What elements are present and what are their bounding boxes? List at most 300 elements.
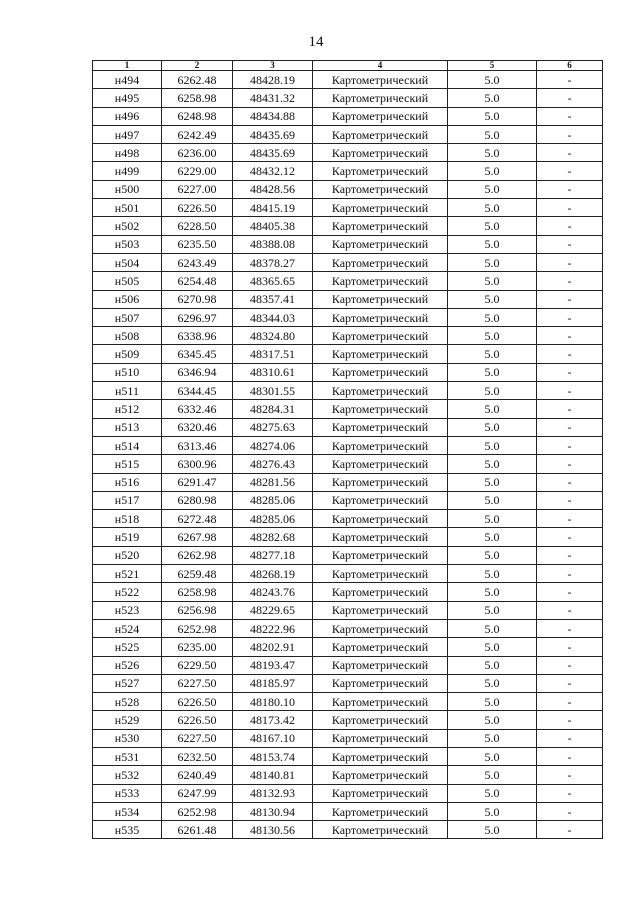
accuracy-cell: 5.0 <box>448 693 537 711</box>
y-coordinate-cell: 48130.94 <box>233 802 313 820</box>
method-cell: Картометрический <box>313 619 448 637</box>
point-id-cell: н495 <box>93 89 162 107</box>
method-cell: Картометрический <box>313 711 448 729</box>
x-coordinate-cell: 6267.98 <box>162 528 233 546</box>
y-coordinate-cell: 48388.08 <box>233 235 313 253</box>
method-cell: Картометрический <box>313 235 448 253</box>
table-row <box>93 125 603 143</box>
method-cell: Картометрический <box>313 253 448 271</box>
point-id-cell: н533 <box>93 784 162 802</box>
point-id-cell: н505 <box>93 272 162 290</box>
point-id-cell: н518 <box>93 510 162 528</box>
table-row <box>93 89 603 107</box>
point-id-cell: н531 <box>93 747 162 765</box>
table-row <box>93 528 603 546</box>
note-cell: - <box>537 766 603 784</box>
point-id-cell: н526 <box>93 656 162 674</box>
note-cell: - <box>537 89 603 107</box>
x-coordinate-cell: 6236.00 <box>162 144 233 162</box>
method-cell: Картометрический <box>313 382 448 400</box>
x-coordinate-cell: 6258.98 <box>162 583 233 601</box>
table-row <box>93 162 603 180</box>
x-coordinate-cell: 6320.46 <box>162 418 233 436</box>
accuracy-cell: 5.0 <box>448 455 537 473</box>
method-cell: Картометрический <box>313 144 448 162</box>
y-coordinate-cell: 48193.47 <box>233 656 313 674</box>
point-id-cell: н508 <box>93 327 162 345</box>
point-id-cell: н530 <box>93 729 162 747</box>
accuracy-cell: 5.0 <box>448 711 537 729</box>
x-coordinate-cell: 6226.50 <box>162 199 233 217</box>
note-cell: - <box>537 455 603 473</box>
accuracy-cell: 5.0 <box>448 473 537 491</box>
table-row <box>93 436 603 454</box>
point-id-cell: н523 <box>93 601 162 619</box>
point-id-cell: н517 <box>93 491 162 509</box>
table-row <box>93 638 603 656</box>
accuracy-cell: 5.0 <box>448 491 537 509</box>
column-header-6: 6 <box>537 61 603 71</box>
method-cell: Картометрический <box>313 290 448 308</box>
x-coordinate-cell: 6262.48 <box>162 71 233 89</box>
method-cell: Картометрический <box>313 674 448 692</box>
point-id-cell: н529 <box>93 711 162 729</box>
table-row <box>93 656 603 674</box>
accuracy-cell: 5.0 <box>448 546 537 564</box>
x-coordinate-cell: 6226.50 <box>162 711 233 729</box>
y-coordinate-cell: 48324.80 <box>233 327 313 345</box>
accuracy-cell: 5.0 <box>448 272 537 290</box>
method-cell: Картометрический <box>313 747 448 765</box>
x-coordinate-cell: 6227.50 <box>162 729 233 747</box>
note-cell: - <box>537 71 603 89</box>
table-row <box>93 674 603 692</box>
note-cell: - <box>537 784 603 802</box>
note-cell: - <box>537 253 603 271</box>
y-coordinate-cell: 48153.74 <box>233 747 313 765</box>
x-coordinate-cell: 6345.45 <box>162 345 233 363</box>
x-coordinate-cell: 6296.97 <box>162 308 233 326</box>
accuracy-cell: 5.0 <box>448 656 537 674</box>
accuracy-cell: 5.0 <box>448 784 537 802</box>
point-id-cell: н514 <box>93 436 162 454</box>
point-id-cell: н502 <box>93 217 162 235</box>
point-id-cell: н521 <box>93 565 162 583</box>
method-cell: Картометрический <box>313 583 448 601</box>
note-cell: - <box>537 400 603 418</box>
y-coordinate-cell: 48276.43 <box>233 455 313 473</box>
y-coordinate-cell: 48378.27 <box>233 253 313 271</box>
note-cell: - <box>537 217 603 235</box>
accuracy-cell: 5.0 <box>448 162 537 180</box>
x-coordinate-cell: 6228.50 <box>162 217 233 235</box>
note-cell: - <box>537 436 603 454</box>
table-row <box>93 747 603 765</box>
accuracy-cell: 5.0 <box>448 528 537 546</box>
method-cell: Картометрический <box>313 71 448 89</box>
point-id-cell: н509 <box>93 345 162 363</box>
table-row <box>93 821 603 839</box>
method-cell: Картометрический <box>313 601 448 619</box>
table-row <box>93 327 603 345</box>
table-row <box>93 802 603 820</box>
note-cell: - <box>537 308 603 326</box>
table-row <box>93 418 603 436</box>
y-coordinate-cell: 48431.32 <box>233 89 313 107</box>
point-id-cell: н507 <box>93 308 162 326</box>
x-coordinate-cell: 6227.50 <box>162 674 233 692</box>
accuracy-cell: 5.0 <box>448 382 537 400</box>
x-coordinate-cell: 6226.50 <box>162 693 233 711</box>
accuracy-cell: 5.0 <box>448 89 537 107</box>
table-row <box>93 235 603 253</box>
method-cell: Картометрический <box>313 693 448 711</box>
point-id-cell: н535 <box>93 821 162 839</box>
y-coordinate-cell: 48415.19 <box>233 199 313 217</box>
accuracy-cell: 5.0 <box>448 747 537 765</box>
note-cell: - <box>537 491 603 509</box>
table-row <box>93 199 603 217</box>
x-coordinate-cell: 6272.48 <box>162 510 233 528</box>
point-id-cell: н494 <box>93 71 162 89</box>
coordinates-table <box>92 60 603 839</box>
x-coordinate-cell: 6346.94 <box>162 363 233 381</box>
y-coordinate-cell: 48229.65 <box>233 601 313 619</box>
accuracy-cell: 5.0 <box>448 327 537 345</box>
x-coordinate-cell: 6259.48 <box>162 565 233 583</box>
accuracy-cell: 5.0 <box>448 345 537 363</box>
y-coordinate-cell: 48310.61 <box>233 363 313 381</box>
y-coordinate-cell: 48428.19 <box>233 71 313 89</box>
x-coordinate-cell: 6291.47 <box>162 473 233 491</box>
method-cell: Картометрический <box>313 436 448 454</box>
note-cell: - <box>537 125 603 143</box>
method-cell: Картометрический <box>313 199 448 217</box>
note-cell: - <box>537 180 603 198</box>
x-coordinate-cell: 6261.48 <box>162 821 233 839</box>
method-cell: Картометрический <box>313 729 448 747</box>
y-coordinate-cell: 48130.56 <box>233 821 313 839</box>
x-coordinate-cell: 6262.98 <box>162 546 233 564</box>
table-row <box>93 217 603 235</box>
y-coordinate-cell: 48173.42 <box>233 711 313 729</box>
table-row <box>93 272 603 290</box>
table-row <box>93 144 603 162</box>
table-row <box>93 308 603 326</box>
method-cell: Картометрический <box>313 418 448 436</box>
note-cell: - <box>537 107 603 125</box>
method-cell: Картометрический <box>313 766 448 784</box>
method-cell: Картометрический <box>313 802 448 820</box>
table-row <box>93 729 603 747</box>
note-cell: - <box>537 601 603 619</box>
point-id-cell: н506 <box>93 290 162 308</box>
accuracy-cell: 5.0 <box>448 199 537 217</box>
y-coordinate-cell: 48132.93 <box>233 784 313 802</box>
table-row <box>93 601 603 619</box>
x-coordinate-cell: 6227.00 <box>162 180 233 198</box>
accuracy-cell: 5.0 <box>448 601 537 619</box>
x-coordinate-cell: 6300.96 <box>162 455 233 473</box>
y-coordinate-cell: 48243.76 <box>233 583 313 601</box>
method-cell: Картометрический <box>313 272 448 290</box>
method-cell: Картометрический <box>313 473 448 491</box>
point-id-cell: н503 <box>93 235 162 253</box>
method-cell: Картометрический <box>313 162 448 180</box>
y-coordinate-cell: 48434.88 <box>233 107 313 125</box>
y-coordinate-cell: 48180.10 <box>233 693 313 711</box>
table-body <box>93 71 603 839</box>
x-coordinate-cell: 6235.50 <box>162 235 233 253</box>
point-id-cell: н519 <box>93 528 162 546</box>
table-row <box>93 766 603 784</box>
note-cell: - <box>537 418 603 436</box>
accuracy-cell: 5.0 <box>448 107 537 125</box>
accuracy-cell: 5.0 <box>448 144 537 162</box>
x-coordinate-cell: 6258.98 <box>162 89 233 107</box>
column-header-4: 4 <box>313 61 448 71</box>
point-id-cell: н496 <box>93 107 162 125</box>
accuracy-cell: 5.0 <box>448 565 537 583</box>
table-row <box>93 345 603 363</box>
y-coordinate-cell: 48140.81 <box>233 766 313 784</box>
note-cell: - <box>537 619 603 637</box>
y-coordinate-cell: 48274.06 <box>233 436 313 454</box>
y-coordinate-cell: 48432.12 <box>233 162 313 180</box>
method-cell: Картометрический <box>313 400 448 418</box>
method-cell: Картометрический <box>313 656 448 674</box>
method-cell: Картометрический <box>313 180 448 198</box>
note-cell: - <box>537 583 603 601</box>
point-id-cell: н512 <box>93 400 162 418</box>
point-id-cell: н497 <box>93 125 162 143</box>
x-coordinate-cell: 6232.50 <box>162 747 233 765</box>
point-id-cell: н534 <box>93 802 162 820</box>
note-cell: - <box>537 693 603 711</box>
accuracy-cell: 5.0 <box>448 308 537 326</box>
y-coordinate-cell: 48435.69 <box>233 144 313 162</box>
table-row <box>93 290 603 308</box>
y-coordinate-cell: 48282.68 <box>233 528 313 546</box>
point-id-cell: н510 <box>93 363 162 381</box>
note-cell: - <box>537 528 603 546</box>
method-cell: Картометрический <box>313 821 448 839</box>
x-coordinate-cell: 6240.49 <box>162 766 233 784</box>
note-cell: - <box>537 638 603 656</box>
note-cell: - <box>537 656 603 674</box>
x-coordinate-cell: 6256.98 <box>162 601 233 619</box>
method-cell: Картометрический <box>313 565 448 583</box>
y-coordinate-cell: 48275.63 <box>233 418 313 436</box>
table-row <box>93 400 603 418</box>
accuracy-cell: 5.0 <box>448 418 537 436</box>
accuracy-cell: 5.0 <box>448 125 537 143</box>
method-cell: Картометрический <box>313 363 448 381</box>
accuracy-cell: 5.0 <box>448 766 537 784</box>
method-cell: Картометрический <box>313 638 448 656</box>
table-row <box>93 491 603 509</box>
note-cell: - <box>537 510 603 528</box>
table-row <box>93 711 603 729</box>
method-cell: Картометрический <box>313 89 448 107</box>
table-row <box>93 107 603 125</box>
point-id-cell: н524 <box>93 619 162 637</box>
table-row <box>93 565 603 583</box>
note-cell: - <box>537 711 603 729</box>
note-cell: - <box>537 235 603 253</box>
y-coordinate-cell: 48185.97 <box>233 674 313 692</box>
accuracy-cell: 5.0 <box>448 71 537 89</box>
y-coordinate-cell: 48357.41 <box>233 290 313 308</box>
method-cell: Картометрический <box>313 125 448 143</box>
accuracy-cell: 5.0 <box>448 253 537 271</box>
column-header-5: 5 <box>448 61 537 71</box>
point-id-cell: н511 <box>93 382 162 400</box>
note-cell: - <box>537 345 603 363</box>
method-cell: Картометрический <box>313 107 448 125</box>
column-header-2: 2 <box>162 61 233 71</box>
x-coordinate-cell: 6229.50 <box>162 656 233 674</box>
x-coordinate-cell: 6242.49 <box>162 125 233 143</box>
note-cell: - <box>537 546 603 564</box>
point-id-cell: н525 <box>93 638 162 656</box>
y-coordinate-cell: 48284.31 <box>233 400 313 418</box>
note-cell: - <box>537 199 603 217</box>
table-row <box>93 546 603 564</box>
x-coordinate-cell: 6243.49 <box>162 253 233 271</box>
page-number: 14 <box>308 34 324 50</box>
x-coordinate-cell: 6313.46 <box>162 436 233 454</box>
method-cell: Картометрический <box>313 327 448 345</box>
x-coordinate-cell: 6338.96 <box>162 327 233 345</box>
x-coordinate-cell: 6344.45 <box>162 382 233 400</box>
method-cell: Картометрический <box>313 217 448 235</box>
point-id-cell: н504 <box>93 253 162 271</box>
table-row <box>93 455 603 473</box>
note-cell: - <box>537 162 603 180</box>
table-row <box>93 619 603 637</box>
accuracy-cell: 5.0 <box>448 729 537 747</box>
accuracy-cell: 5.0 <box>448 510 537 528</box>
y-coordinate-cell: 48285.06 <box>233 491 313 509</box>
table-row <box>93 510 603 528</box>
point-id-cell: н532 <box>93 766 162 784</box>
y-coordinate-cell: 48281.56 <box>233 473 313 491</box>
y-coordinate-cell: 48167.10 <box>233 729 313 747</box>
point-id-cell: н498 <box>93 144 162 162</box>
y-coordinate-cell: 48277.18 <box>233 546 313 564</box>
note-cell: - <box>537 272 603 290</box>
table-row <box>93 583 603 601</box>
method-cell: Картометрический <box>313 546 448 564</box>
point-id-cell: н527 <box>93 674 162 692</box>
method-cell: Картометрический <box>313 510 448 528</box>
accuracy-cell: 5.0 <box>448 180 537 198</box>
table-row <box>93 71 603 89</box>
note-cell: - <box>537 327 603 345</box>
x-coordinate-cell: 6332.46 <box>162 400 233 418</box>
y-coordinate-cell: 48222.96 <box>233 619 313 637</box>
table-row <box>93 784 603 802</box>
method-cell: Картометрический <box>313 455 448 473</box>
x-coordinate-cell: 6247.99 <box>162 784 233 802</box>
note-cell: - <box>537 290 603 308</box>
y-coordinate-cell: 48285.06 <box>233 510 313 528</box>
point-id-cell: н515 <box>93 455 162 473</box>
accuracy-cell: 5.0 <box>448 821 537 839</box>
y-coordinate-cell: 48202.91 <box>233 638 313 656</box>
y-coordinate-cell: 48365.65 <box>233 272 313 290</box>
table-row <box>93 363 603 381</box>
table-row <box>93 180 603 198</box>
method-cell: Картометрический <box>313 528 448 546</box>
accuracy-cell: 5.0 <box>448 217 537 235</box>
table-header-row <box>93 61 603 71</box>
accuracy-cell: 5.0 <box>448 400 537 418</box>
point-id-cell: н516 <box>93 473 162 491</box>
y-coordinate-cell: 48435.69 <box>233 125 313 143</box>
y-coordinate-cell: 48317.51 <box>233 345 313 363</box>
y-coordinate-cell: 48405.38 <box>233 217 313 235</box>
x-coordinate-cell: 6280.98 <box>162 491 233 509</box>
column-header-1: 1 <box>93 61 162 71</box>
method-cell: Картометрический <box>313 308 448 326</box>
point-id-cell: н522 <box>93 583 162 601</box>
point-id-cell: н501 <box>93 199 162 217</box>
accuracy-cell: 5.0 <box>448 363 537 381</box>
accuracy-cell: 5.0 <box>448 802 537 820</box>
point-id-cell: н520 <box>93 546 162 564</box>
x-coordinate-cell: 6270.98 <box>162 290 233 308</box>
x-coordinate-cell: 6254.48 <box>162 272 233 290</box>
note-cell: - <box>537 382 603 400</box>
accuracy-cell: 5.0 <box>448 583 537 601</box>
note-cell: - <box>537 747 603 765</box>
point-id-cell: н513 <box>93 418 162 436</box>
y-coordinate-cell: 48428.56 <box>233 180 313 198</box>
accuracy-cell: 5.0 <box>448 436 537 454</box>
accuracy-cell: 5.0 <box>448 638 537 656</box>
x-coordinate-cell: 6235.00 <box>162 638 233 656</box>
x-coordinate-cell: 6229.00 <box>162 162 233 180</box>
method-cell: Картометрический <box>313 784 448 802</box>
table-row <box>93 382 603 400</box>
y-coordinate-cell: 48268.19 <box>233 565 313 583</box>
x-coordinate-cell: 6252.98 <box>162 619 233 637</box>
accuracy-cell: 5.0 <box>448 619 537 637</box>
point-id-cell: н499 <box>93 162 162 180</box>
note-cell: - <box>537 565 603 583</box>
table-row <box>93 473 603 491</box>
note-cell: - <box>537 729 603 747</box>
note-cell: - <box>537 802 603 820</box>
note-cell: - <box>537 473 603 491</box>
table-row <box>93 693 603 711</box>
x-coordinate-cell: 6248.98 <box>162 107 233 125</box>
point-id-cell: н528 <box>93 693 162 711</box>
y-coordinate-cell: 48301.55 <box>233 382 313 400</box>
x-coordinate-cell: 6252.98 <box>162 802 233 820</box>
accuracy-cell: 5.0 <box>448 674 537 692</box>
accuracy-cell: 5.0 <box>448 290 537 308</box>
accuracy-cell: 5.0 <box>448 235 537 253</box>
note-cell: - <box>537 821 603 839</box>
note-cell: - <box>537 363 603 381</box>
method-cell: Картометрический <box>313 491 448 509</box>
note-cell: - <box>537 674 603 692</box>
point-id-cell: н500 <box>93 180 162 198</box>
y-coordinate-cell: 48344.03 <box>233 308 313 326</box>
